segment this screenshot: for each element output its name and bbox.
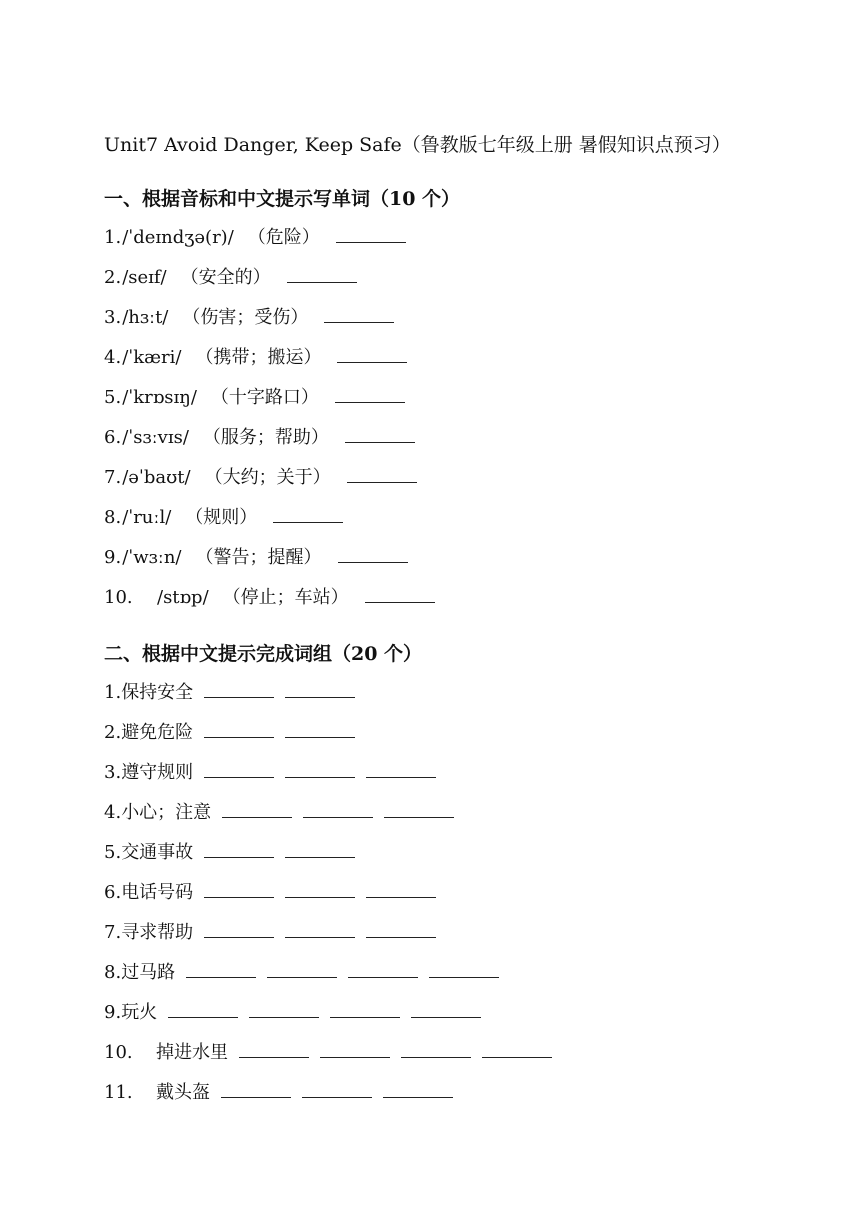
word-item: [104, 383, 804, 413]
answer-blank[interactable]: [335, 384, 405, 403]
item-number: 2.: [104, 722, 122, 743]
phrase-item: [104, 878, 804, 908]
phrase-item: [104, 1038, 804, 1068]
answer-blank[interactable]: [383, 1079, 453, 1098]
item-number: 8.: [104, 507, 122, 528]
answer-blanks: [193, 679, 355, 698]
answer-blanks: [193, 759, 436, 778]
phonetic-text: /ˈruːl/: [122, 507, 172, 528]
phrase-item: [104, 1078, 804, 1108]
chinese-hint: （安全的）: [180, 267, 271, 288]
phrase-item: [104, 718, 804, 748]
answer-blank[interactable]: [348, 959, 418, 978]
phonetic-text: /ˈwɜːn/: [122, 547, 182, 568]
chinese-hint: 电话号码: [121, 882, 194, 903]
phonetic-text: /ˈsɜːvɪs/: [122, 427, 189, 448]
answer-blank[interactable]: [221, 1079, 291, 1098]
answer-blank[interactable]: [429, 959, 499, 978]
item-number: 5.: [104, 387, 122, 408]
answer-blank[interactable]: [482, 1039, 552, 1058]
answer-blank[interactable]: [285, 679, 355, 698]
worksheet-title: Unit7 Avoid Danger, Keep Safe（鲁教版七年级上册 暑假知识点预习）: [104, 134, 731, 156]
answer-blank[interactable]: [345, 424, 415, 443]
chinese-hint: 过马路: [121, 962, 176, 983]
answer-blank[interactable]: [366, 919, 436, 938]
item-number: 1.: [104, 682, 122, 703]
answer-blanks: [193, 879, 436, 898]
answer-blanks: [193, 919, 436, 938]
section-1-list: [104, 223, 804, 613]
word-item: [104, 463, 804, 493]
item-number: 4.: [104, 802, 122, 823]
answer-blank[interactable]: [338, 544, 408, 563]
word-item: [104, 263, 804, 293]
answer-blank[interactable]: [411, 999, 481, 1018]
word-item: [104, 343, 804, 373]
answer-blank[interactable]: [285, 919, 355, 938]
phonetic-text: /ˈkæri/: [122, 347, 182, 368]
answer-blank[interactable]: [239, 1039, 309, 1058]
word-item: [104, 423, 804, 453]
chinese-hint: （伤害；受伤）: [182, 307, 309, 328]
chinese-hint: （警告；提醒）: [195, 547, 322, 568]
answer-blank[interactable]: [222, 799, 292, 818]
answer-blanks: [157, 999, 481, 1018]
worksheet-page: [104, 130, 804, 1108]
answer-blank[interactable]: [204, 719, 274, 738]
answer-blank[interactable]: [249, 999, 319, 1018]
answer-blank[interactable]: [285, 839, 355, 858]
answer-blank[interactable]: [365, 584, 435, 603]
phonetic-text: /seɪf/: [122, 267, 167, 288]
section-1-heading: 一、根据音标和中文提示写单词（10 个）: [104, 188, 461, 210]
chinese-hint: 小心；注意: [121, 802, 212, 823]
chinese-hint: （危险）: [247, 227, 320, 248]
answer-blank[interactable]: [204, 759, 274, 778]
chinese-hint: 玩火: [121, 1002, 158, 1023]
answer-blank[interactable]: [337, 344, 407, 363]
answer-blanks: [193, 719, 355, 738]
answer-blank[interactable]: [320, 1039, 390, 1058]
answer-blank[interactable]: [347, 464, 417, 483]
section-2-heading: 二、根据中文提示完成词组（20 个）: [104, 643, 423, 665]
chinese-hint: 寻求帮助: [121, 922, 194, 943]
word-item: [104, 543, 804, 573]
word-item: [104, 503, 804, 533]
chinese-hint: （携带；搬运）: [195, 347, 322, 368]
chinese-hint: （停止；车站）: [222, 587, 349, 608]
item-number: 8.: [104, 962, 122, 983]
chinese-hint: 避免危险: [121, 722, 194, 743]
answer-blank[interactable]: [168, 999, 238, 1018]
answer-blank[interactable]: [204, 679, 274, 698]
phonetic-text: /əˈbaʊt/: [122, 467, 191, 488]
phrase-item: [104, 678, 804, 708]
item-number: 10.: [104, 587, 133, 608]
word-item: [104, 223, 804, 253]
word-item: [104, 583, 804, 613]
chinese-hint: 交通事故: [121, 842, 194, 863]
item-number: 1.: [104, 227, 122, 248]
item-number: 11.: [104, 1082, 133, 1103]
item-number: 10.: [104, 1042, 133, 1063]
answer-blank[interactable]: [285, 719, 355, 738]
answer-blank[interactable]: [186, 959, 256, 978]
phrase-item: [104, 918, 804, 948]
answer-blank[interactable]: [285, 759, 355, 778]
chinese-hint: （十字路口）: [210, 387, 319, 408]
answer-blank[interactable]: [302, 1079, 372, 1098]
item-number: 4.: [104, 347, 122, 368]
answer-blank[interactable]: [273, 504, 343, 523]
answer-blank[interactable]: [285, 879, 355, 898]
phrase-item: [104, 758, 804, 788]
phonetic-text: /stɒp/: [157, 587, 209, 608]
item-number: 7.: [104, 467, 122, 488]
phrase-item: [104, 798, 804, 828]
item-number: 2.: [104, 267, 122, 288]
chinese-hint: （大约；关于）: [204, 467, 331, 488]
item-number: 9.: [104, 547, 122, 568]
word-item: [104, 303, 804, 333]
answer-blank[interactable]: [366, 879, 436, 898]
chinese-hint: 保持安全: [121, 682, 194, 703]
item-number: 9.: [104, 1002, 122, 1023]
chinese-hint: 遵守规则: [121, 762, 194, 783]
answer-blank[interactable]: [330, 999, 400, 1018]
answer-blank[interactable]: [401, 1039, 471, 1058]
item-number: 3.: [104, 307, 122, 328]
phrase-item: [104, 838, 804, 868]
phonetic-text: /ˈdeɪndʒə(r)/: [122, 227, 234, 248]
phonetic-text: /ˈkrɒsɪŋ/: [122, 387, 197, 408]
answer-blank[interactable]: [204, 919, 274, 938]
answer-blanks: [228, 1039, 552, 1058]
chinese-hint: 戴头盔: [156, 1082, 210, 1103]
item-number: 5.: [104, 842, 122, 863]
item-number: 6.: [104, 427, 122, 448]
answer-blank[interactable]: [324, 304, 394, 323]
item-number: 3.: [104, 762, 122, 783]
answer-blanks: [210, 1079, 453, 1098]
answer-blank[interactable]: [336, 224, 406, 243]
answer-blanks: [193, 839, 355, 858]
answer-blank[interactable]: [303, 799, 373, 818]
answer-blanks: [175, 959, 499, 978]
chinese-hint: （服务；帮助）: [202, 427, 329, 448]
item-number: 6.: [104, 882, 122, 903]
chinese-hint: 掉进水里: [156, 1042, 228, 1063]
answer-blanks: [211, 799, 454, 818]
answer-blank[interactable]: [204, 879, 274, 898]
answer-blank[interactable]: [204, 839, 274, 858]
phonetic-text: /hɜːt/: [122, 307, 169, 328]
phrase-item: [104, 998, 804, 1028]
item-number: 7.: [104, 922, 122, 943]
chinese-hint: （规则）: [185, 507, 258, 528]
answer-blank[interactable]: [287, 264, 357, 283]
answer-blank[interactable]: [267, 959, 337, 978]
answer-blank[interactable]: [366, 759, 436, 778]
phrase-item: [104, 958, 804, 988]
section-2-list: [104, 678, 804, 1108]
answer-blank[interactable]: [384, 799, 454, 818]
